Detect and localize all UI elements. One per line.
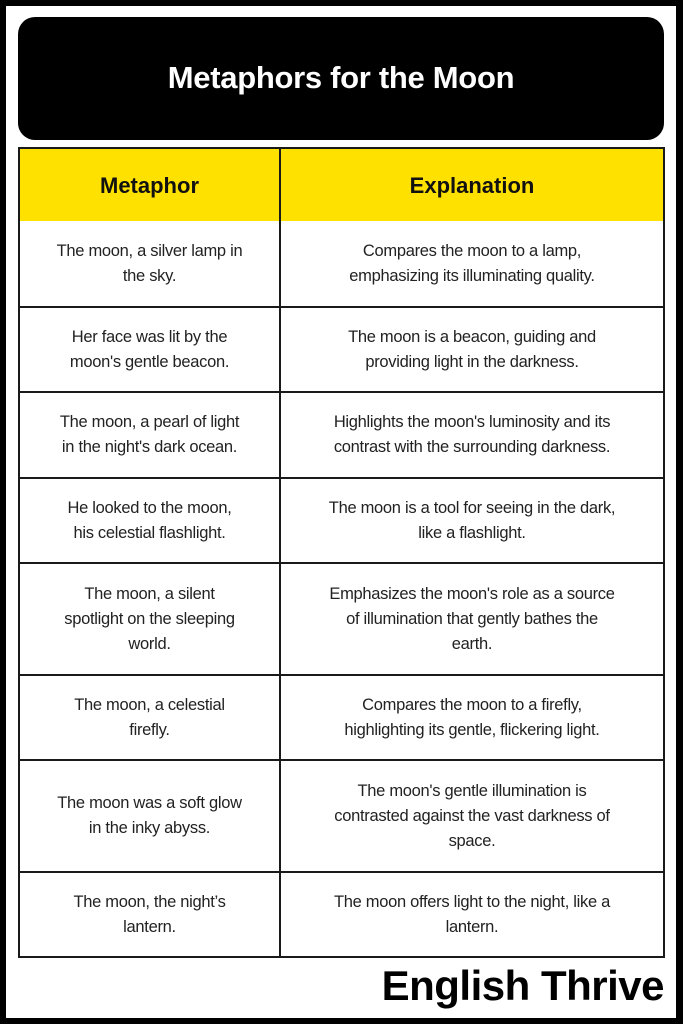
- explanation-cell-line: Emphasizes the moon's role as a source: [329, 584, 615, 603]
- explanation-cell: [281, 479, 663, 562]
- metaphor-cell-line: his celestial flashlight.: [73, 523, 226, 542]
- table-row: [20, 221, 663, 306]
- explanation-cell-line: The moon is a beacon, guiding and: [348, 327, 596, 346]
- table-row: [20, 562, 663, 674]
- table-row: [20, 306, 663, 391]
- explanation-cell: [281, 676, 663, 759]
- title-banner: [18, 17, 664, 140]
- brand-logo-text: English Thrive: [381, 962, 664, 1009]
- explanation-cell: [281, 761, 663, 871]
- explanation-cell-line: providing light in the darkness.: [365, 352, 579, 371]
- metaphors-table: [18, 147, 665, 958]
- explanation-cell-line: contrasted against the vast darkness of: [334, 806, 610, 825]
- explanation-cell-line: The moon offers light to the night, like a: [333, 892, 610, 911]
- metaphor-cell-line: The moon, a silent: [84, 584, 215, 603]
- metaphor-cell-line: The moon, a silver lamp in: [56, 241, 243, 260]
- table-row: [20, 477, 663, 562]
- explanation-cell: [281, 221, 663, 306]
- table-row: [20, 674, 663, 759]
- page-title: Metaphors for the Moon: [167, 59, 515, 95]
- metaphor-cell-line: in the night's dark ocean.: [61, 438, 238, 456]
- metaphor-cell: [20, 873, 281, 956]
- metaphor-cell-line: firefly.: [129, 720, 170, 739]
- explanation-cell-line: like a flashlight.: [418, 523, 526, 542]
- table-header-row: [20, 149, 663, 221]
- explanation-cell-line: earth.: [451, 634, 493, 653]
- metaphor-cell: [20, 221, 281, 306]
- metaphor-cell-line: the sky.: [122, 266, 177, 285]
- explanation-cell-line: emphasizing its illuminating quality.: [349, 266, 595, 285]
- metaphor-cell-line: The moon, the night’s: [73, 892, 226, 911]
- explanation-cell-line: Highlights the moon's luminosity and its: [333, 413, 611, 431]
- metaphor-cell-line: The moon was a soft glow: [57, 794, 242, 812]
- explanation-cell-line: of illumination that gently bathes the: [346, 609, 598, 628]
- metaphor-cell-line: spotlight on the sleeping: [64, 609, 235, 628]
- explanation-cell: [281, 873, 663, 956]
- metaphor-cell-line: The moon, a pearl of light: [59, 413, 240, 431]
- explanation-cell-line: Compares the moon to a firefly,: [362, 695, 582, 714]
- explanation-cell-line: Compares the moon to a lamp,: [362, 241, 582, 260]
- table-row: [20, 759, 663, 871]
- explanation-cell: [281, 308, 663, 391]
- metaphor-cell-line: The moon, a celestial: [74, 695, 225, 714]
- metaphor-cell: [20, 393, 281, 477]
- metaphor-cell-line: Her face was lit by the: [71, 327, 228, 346]
- explanation-cell-line: contrast with the surrounding darkness.: [333, 438, 611, 456]
- metaphor-cell: [20, 308, 281, 391]
- explanation-cell-line: The moon is a tool for seeing in the dark,: [328, 498, 616, 517]
- metaphor-cell: [20, 564, 281, 674]
- infographic-page: [6, 6, 676, 1018]
- explanation-cell: [281, 564, 663, 674]
- metaphor-cell: [20, 676, 281, 759]
- table-row: [20, 871, 663, 956]
- column-header-metaphor: Metaphor: [20, 149, 281, 221]
- explanation-cell-line: highlighting its gentle, flickering light.: [344, 720, 600, 739]
- table-row: [20, 391, 663, 477]
- metaphor-cell-line: in the inky abyss.: [88, 819, 211, 837]
- column-header-explanation: Explanation: [409, 172, 535, 198]
- metaphor-cell-line: He looked to the moon,: [67, 498, 232, 517]
- explanation-cell-line: The moon's gentle illumination is: [357, 781, 587, 800]
- metaphor-cell-line: lantern.: [123, 917, 176, 936]
- metaphor-cell-line: world.: [128, 634, 171, 653]
- explanation-cell-line: space.: [448, 831, 496, 850]
- metaphor-cell: [20, 761, 281, 871]
- metaphor-cell: [20, 479, 281, 562]
- metaphor-cell-line: moon's gentle beacon.: [69, 352, 230, 371]
- explanation-cell: [281, 393, 663, 477]
- explanation-cell-line: lantern.: [445, 917, 499, 936]
